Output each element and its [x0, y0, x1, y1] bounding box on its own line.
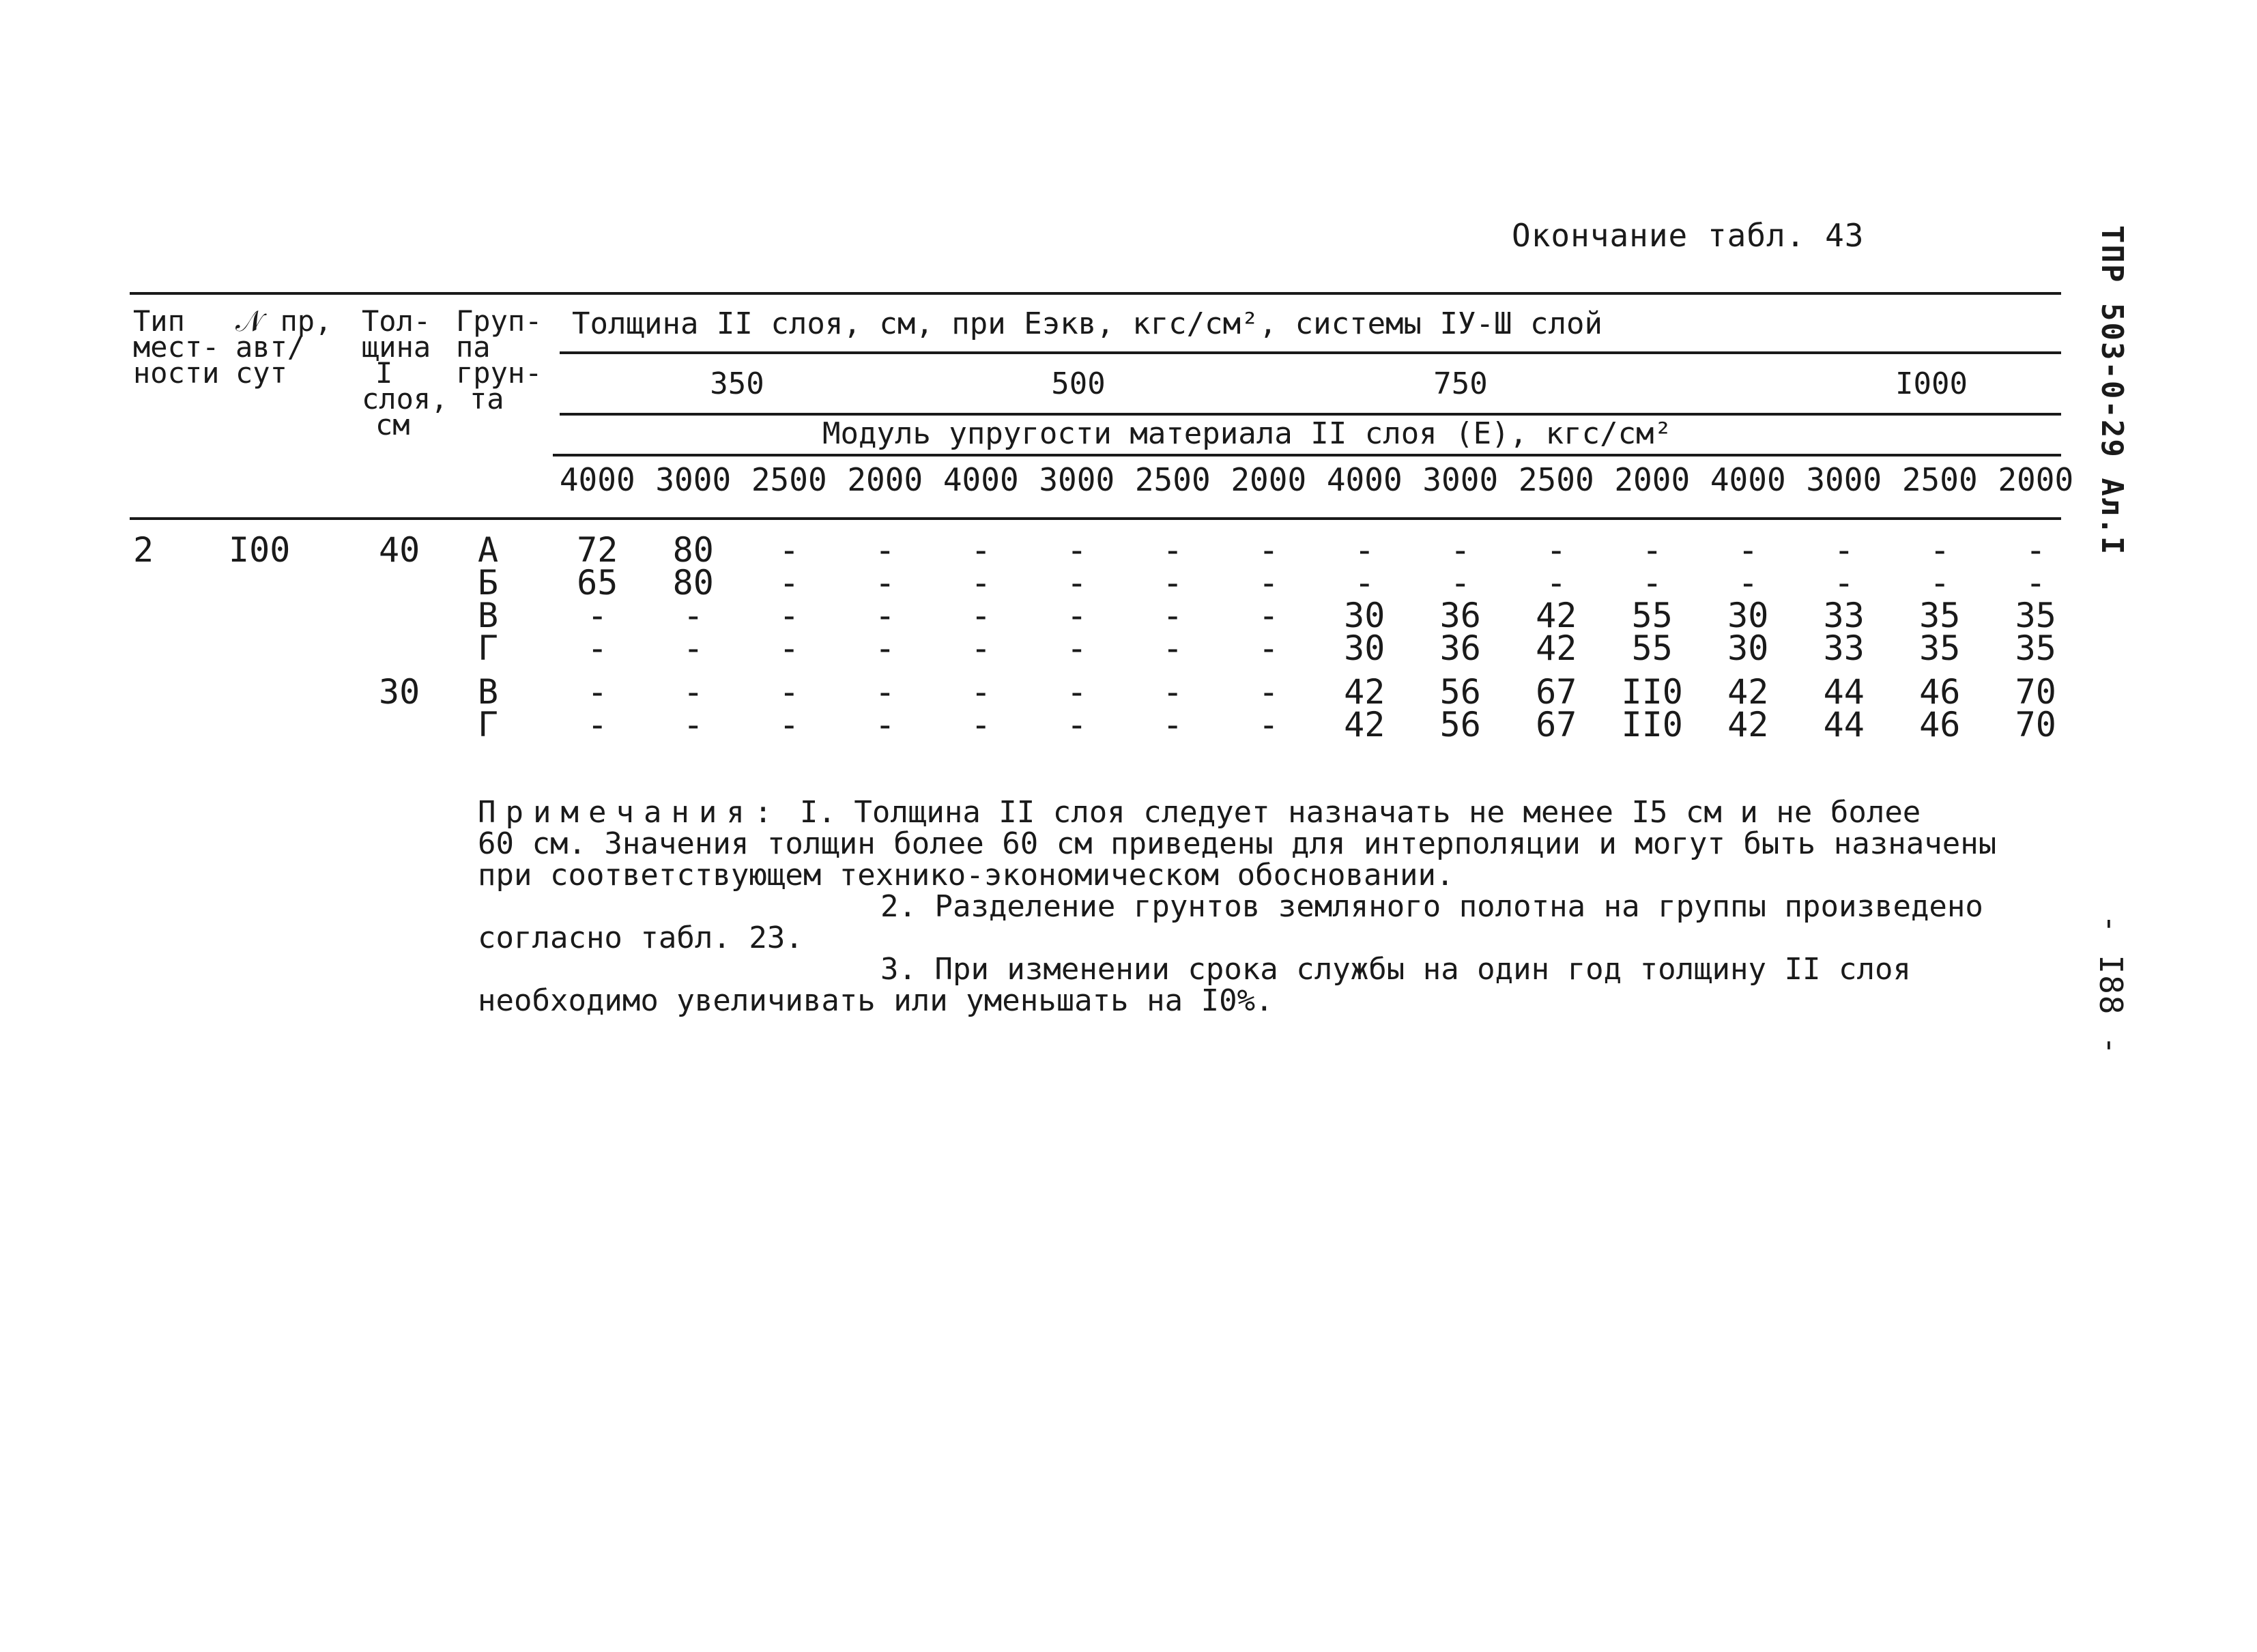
page-number: - I88 - — [2093, 914, 2129, 1056]
cell-value: 72 — [577, 530, 618, 570]
cell-value: - — [1066, 530, 1087, 570]
cell-value: II0 — [1621, 705, 1683, 744]
modulus-title: Модуль упругости материала II слоя (E), кгс/см² — [822, 416, 1673, 451]
cell-value: 42 — [1536, 596, 1577, 635]
title-underline — [560, 351, 2061, 354]
cell-value: 55 — [1631, 596, 1673, 635]
cell-value: 56 — [1439, 705, 1481, 744]
cell-value: - — [1833, 530, 1854, 570]
cell-value: - — [1162, 563, 1183, 603]
cell-value: - — [682, 672, 704, 712]
cell-value: - — [874, 563, 895, 603]
cell-value: 42 — [1536, 628, 1577, 668]
note-1-line-1: Примечания: I. Толщина II слоя следует назначать не менее I5 см и не более — [478, 795, 1921, 830]
cell-value: - — [1546, 563, 1567, 603]
cell-soil-group: Г — [478, 705, 499, 744]
cell-value: 35 — [1919, 596, 1961, 635]
cell-value: - — [682, 705, 704, 744]
cell-value: - — [874, 596, 895, 635]
header-title: Толщина II слоя, см, при Eэкв, кгс/см², системы IУ-Ш слой — [572, 306, 1602, 341]
cell-value: 70 — [2015, 672, 2056, 712]
modulus-cell: 4000 — [1710, 461, 1786, 498]
cell-value: - — [1641, 530, 1663, 570]
cell-value: 44 — [1823, 705, 1865, 744]
cell-value: 67 — [1536, 672, 1577, 712]
cell-value: - — [587, 628, 608, 668]
cell-value: - — [2025, 530, 2046, 570]
group-500: 500 — [1051, 366, 1106, 401]
notes-label: Примечания: — [478, 795, 782, 830]
cell-value: - — [1833, 563, 1854, 603]
cell-value: 35 — [2015, 596, 2056, 635]
cell-value: 42 — [1344, 672, 1385, 712]
cell-value: 55 — [1631, 628, 1673, 668]
cell-thickness: 30 — [379, 672, 420, 712]
note-3-line-1: 3. При изменении срока службы на один год толщину II слоя — [880, 952, 1911, 987]
cell-value: - — [1162, 628, 1183, 668]
cell-value: 56 — [1439, 672, 1481, 712]
cell-value: 30 — [1727, 628, 1769, 668]
cell-value: - — [1066, 563, 1087, 603]
cell-value: - — [1162, 596, 1183, 635]
cell-soil-group: В — [478, 596, 499, 635]
cell-value: - — [1258, 705, 1279, 744]
cell-value: - — [1066, 596, 1087, 635]
table-top-rule — [130, 292, 2061, 295]
cell-value: - — [779, 530, 800, 570]
cell-value: - — [2025, 563, 2046, 603]
header-type-col: Тип мест- ности — [133, 304, 220, 390]
cell-value: 30 — [1727, 596, 1769, 635]
cell-value: 35 — [1919, 628, 1961, 668]
cell-value: - — [1929, 563, 1951, 603]
cell-value: 44 — [1823, 672, 1865, 712]
cell-thickness: 40 — [379, 530, 420, 570]
cell-value: 70 — [2015, 705, 2056, 744]
cell-value: 30 — [1344, 596, 1385, 635]
cell-value: 46 — [1919, 672, 1961, 712]
modulus-cell: 3000 — [1422, 461, 1499, 498]
cell-value: 36 — [1439, 596, 1481, 635]
cell-value: - — [971, 563, 992, 603]
cell-value: - — [874, 672, 895, 712]
modulus-cell: 4000 — [559, 461, 635, 498]
cell-value: - — [1258, 596, 1279, 635]
note-1-line-3: при соответствующем технико-экономическом обосновании. — [478, 858, 1454, 893]
cell-value: - — [587, 596, 608, 635]
note-3-line-2: необходимо увеличивать или уменьшать на I0%. — [478, 983, 1274, 1018]
cell-value: 33 — [1823, 628, 1865, 668]
modulus-cell: 2500 — [751, 461, 827, 498]
cell-value: - — [1258, 672, 1279, 712]
modulus-cell: 3000 — [655, 461, 732, 498]
cell-terrain-type: 2 — [133, 530, 154, 570]
header-traffic-col: 𝒩 пр, авт/ сут — [235, 304, 332, 390]
cell-value: 36 — [1439, 628, 1481, 668]
cell-value: 35 — [2015, 628, 2056, 668]
cell-value: - — [874, 530, 895, 570]
cell-soil-group: В — [478, 672, 499, 712]
cell-value: - — [1450, 530, 1471, 570]
cell-value: 65 — [577, 563, 618, 603]
cell-value: - — [1258, 530, 1279, 570]
modulus-cell: 2000 — [847, 461, 923, 498]
header-bottom-rule — [130, 517, 2061, 520]
groups-underline — [560, 413, 2061, 416]
cell-value: - — [1354, 563, 1375, 603]
cell-value: - — [874, 705, 895, 744]
cell-value: - — [1641, 563, 1663, 603]
cell-value: - — [1929, 530, 1951, 570]
cell-soil-group: А — [478, 530, 499, 570]
cell-value: - — [1450, 563, 1471, 603]
cell-value: 80 — [672, 530, 714, 570]
cell-value: - — [779, 672, 800, 712]
modulus-cell: 3000 — [1039, 461, 1115, 498]
cell-value: 42 — [1727, 705, 1769, 744]
cell-value: 67 — [1536, 705, 1577, 744]
moduli-underline — [553, 454, 2061, 457]
header-soil-group-col: Груп- па грун- та — [456, 304, 543, 416]
cell-value: - — [971, 672, 992, 712]
cell-value: - — [779, 596, 800, 635]
cell-value: - — [1066, 628, 1087, 668]
modulus-cell: 2500 — [1518, 461, 1594, 498]
group-350: 350 — [710, 366, 764, 401]
modulus-cell: 4000 — [943, 461, 1019, 498]
document-code: ТПР 503-0-29 Ал.I — [2095, 225, 2129, 556]
header-thickness-col: Тол- щина I слоя, см — [362, 304, 448, 441]
cell-value: 80 — [672, 563, 714, 603]
cell-value: - — [682, 596, 704, 635]
cell-value: 42 — [1727, 672, 1769, 712]
cell-value: - — [1162, 672, 1183, 712]
cell-value: 33 — [1823, 596, 1865, 635]
cell-value: - — [971, 705, 992, 744]
cell-value: - — [874, 628, 895, 668]
cell-value: - — [1258, 563, 1279, 603]
cell-value: 42 — [1344, 705, 1385, 744]
cell-value: - — [779, 628, 800, 668]
cell-value: 46 — [1919, 705, 1961, 744]
cell-value: - — [587, 672, 608, 712]
modulus-cell: 2500 — [1134, 461, 1211, 498]
modulus-cell: 2000 — [1231, 461, 1307, 498]
cell-value: II0 — [1621, 672, 1683, 712]
modulus-cell: 2000 — [1998, 461, 2074, 498]
cell-value: - — [1738, 563, 1759, 603]
cell-value: - — [1162, 705, 1183, 744]
cell-traffic: I00 — [229, 530, 291, 570]
modulus-cell: 4000 — [1326, 461, 1403, 498]
group-750: 750 — [1433, 366, 1488, 401]
cell-value: - — [1162, 530, 1183, 570]
modulus-cell: 2000 — [1614, 461, 1691, 498]
note-1-line-2: 60 см. Значения толщин более 60 см приведены для интерполяции и могут быть назначены — [478, 826, 1997, 861]
note-2-line-2: согласно табл. 23. — [478, 921, 803, 955]
modulus-cell: 2500 — [1901, 461, 1978, 498]
cell-soil-group: Б — [478, 563, 499, 603]
cell-value: - — [682, 628, 704, 668]
cell-value: - — [971, 596, 992, 635]
group-1000: I000 — [1895, 366, 1968, 401]
cell-value: - — [587, 705, 608, 744]
cell-value: - — [1258, 628, 1279, 668]
cell-value: - — [779, 705, 800, 744]
cell-value: - — [1066, 672, 1087, 712]
table-caption: Окончание табл. 43 — [1512, 217, 1865, 254]
cell-soil-group: Г — [478, 628, 499, 668]
cell-value: - — [1738, 530, 1759, 570]
cell-value: - — [1066, 705, 1087, 744]
cell-value: - — [971, 530, 992, 570]
cell-value: - — [779, 563, 800, 603]
notes — [478, 797, 2102, 1017]
cell-value: - — [1354, 530, 1375, 570]
cell-value: - — [1546, 530, 1567, 570]
note-2-line-1: 2. Разделение грунтов земляного полотна на группы произведено — [880, 889, 1983, 924]
cell-value: - — [971, 628, 992, 668]
cell-value: 30 — [1344, 628, 1385, 668]
modulus-cell: 3000 — [1806, 461, 1882, 498]
